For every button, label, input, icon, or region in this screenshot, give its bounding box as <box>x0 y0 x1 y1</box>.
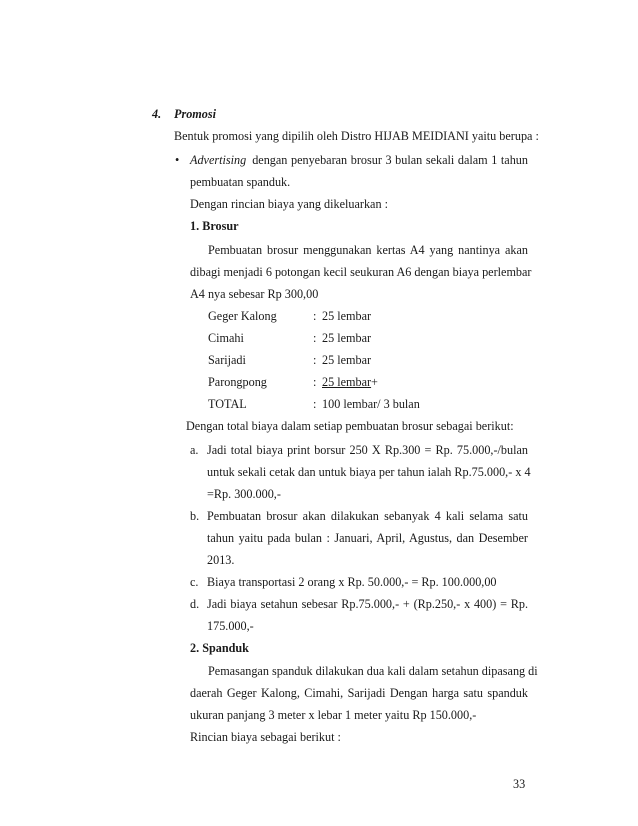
section-intro: Bentuk promosi yang dipilih oleh Distro HIJAB MEIDIANI yaitu berupa : <box>174 129 539 143</box>
table-row-suffix: + <box>371 375 378 389</box>
list-item-line: 2013. <box>207 553 235 567</box>
spanduk-para-line-3: ukuran panjang 3 meter x lebar 1 meter yaitu Rp 150.000,- <box>190 708 477 722</box>
brosur-total-intro: Dengan total biaya dalam setiap pembuatan brosur sebagai berikut: <box>186 419 514 433</box>
table-row-place: Cimahi <box>208 331 244 345</box>
list-item-line: Biaya transportasi 2 orang x Rp. 50.000,- = Rp. 100.000,00 <box>207 575 497 589</box>
bullet-icon: • <box>175 153 180 167</box>
page-number: 33 <box>513 777 526 791</box>
table-row-qty: 25 lembar <box>322 309 372 323</box>
list-item-line: untuk sekali cetak dan untuk biaya per tahun ialah Rp.75.000,- x 4 <box>207 465 531 479</box>
section-title: Promosi <box>174 107 216 121</box>
bullet-rest <box>246 153 528 167</box>
brosur-heading: 1. Brosur <box>190 219 239 233</box>
table-row-place: TOTAL <box>208 397 247 411</box>
list-item-label: d. <box>190 597 200 611</box>
table-row-sep: : <box>313 375 317 389</box>
spanduk-closing: Rincian biaya sebagai berikut : <box>190 730 341 744</box>
bullet-line-2: pembuatan spanduk. <box>190 175 291 189</box>
table-row-qty: 25 lembar <box>322 353 372 367</box>
table-row-place: Parongpong <box>208 375 267 389</box>
table-row-qty: 25 lembar <box>322 375 372 389</box>
brosur-para-line-3: A4 nya sebesar Rp 300,00 <box>190 287 319 301</box>
list-item-line: =Rp. 300.000,- <box>207 487 281 501</box>
list-item-label: b. <box>190 509 200 523</box>
table-row-sep: : <box>313 331 317 345</box>
brosur-para-line-1: Pembuatan brosur menggunakan kertas A4 yang nantinya akan <box>208 243 528 257</box>
brosur-para-line-2: dibagi menjadi 6 potongan kecil seukuran A6 dengan biaya perlembar <box>190 265 532 279</box>
section-number: 4. <box>152 107 162 121</box>
table-row-place: Geger Kalong <box>208 309 277 323</box>
list-item-line: 175.000,- <box>207 619 254 633</box>
table-row-qty: 100 lembar/ 3 bulan <box>322 397 420 411</box>
list-item-line: Pembuatan brosur akan dilakukan sebanyak 4 kali selama satu <box>207 509 528 523</box>
table-row-sep: : <box>313 309 317 323</box>
list-item-line: Jadi total biaya print borsur 250 X Rp.300 = Rp. 75.000,-/bulan <box>207 443 528 457</box>
table-row-sep: : <box>313 353 317 367</box>
table-row-place: Sarijadi <box>208 353 246 367</box>
list-item-line: Jadi biaya setahun sebesar Rp.75.000,- + (Rp.250,- x 400) = Rp. <box>207 597 528 611</box>
spanduk-heading: 2. Spanduk <box>190 641 249 655</box>
list-item-label: a. <box>190 443 199 457</box>
table-row-sep: : <box>313 397 317 411</box>
list-item-label: c. <box>190 575 199 589</box>
spanduk-para-line-2: daerah Geger Kalong, Cimahi, Sarijadi Dengan harga satu spanduk <box>190 686 528 700</box>
spanduk-para-line-1: Pemasangan spanduk dilakukan dua kali dalam setahun dipasang di <box>208 664 538 678</box>
bullet-term: Advertising <box>190 153 247 167</box>
table-row-qty: 25 lembar <box>322 331 372 345</box>
bullet-line-1 <box>190 153 528 167</box>
bullet-rest-text: dengan penyebaran brosur 3 bulan sekali dalam 1 tahun <box>252 153 528 167</box>
bullet-line-3: Dengan rincian biaya yang dikeluarkan : <box>190 197 388 211</box>
list-item-line: tahun yaitu pada bulan : Januari, April, Agustus, dan Desember <box>207 531 528 545</box>
